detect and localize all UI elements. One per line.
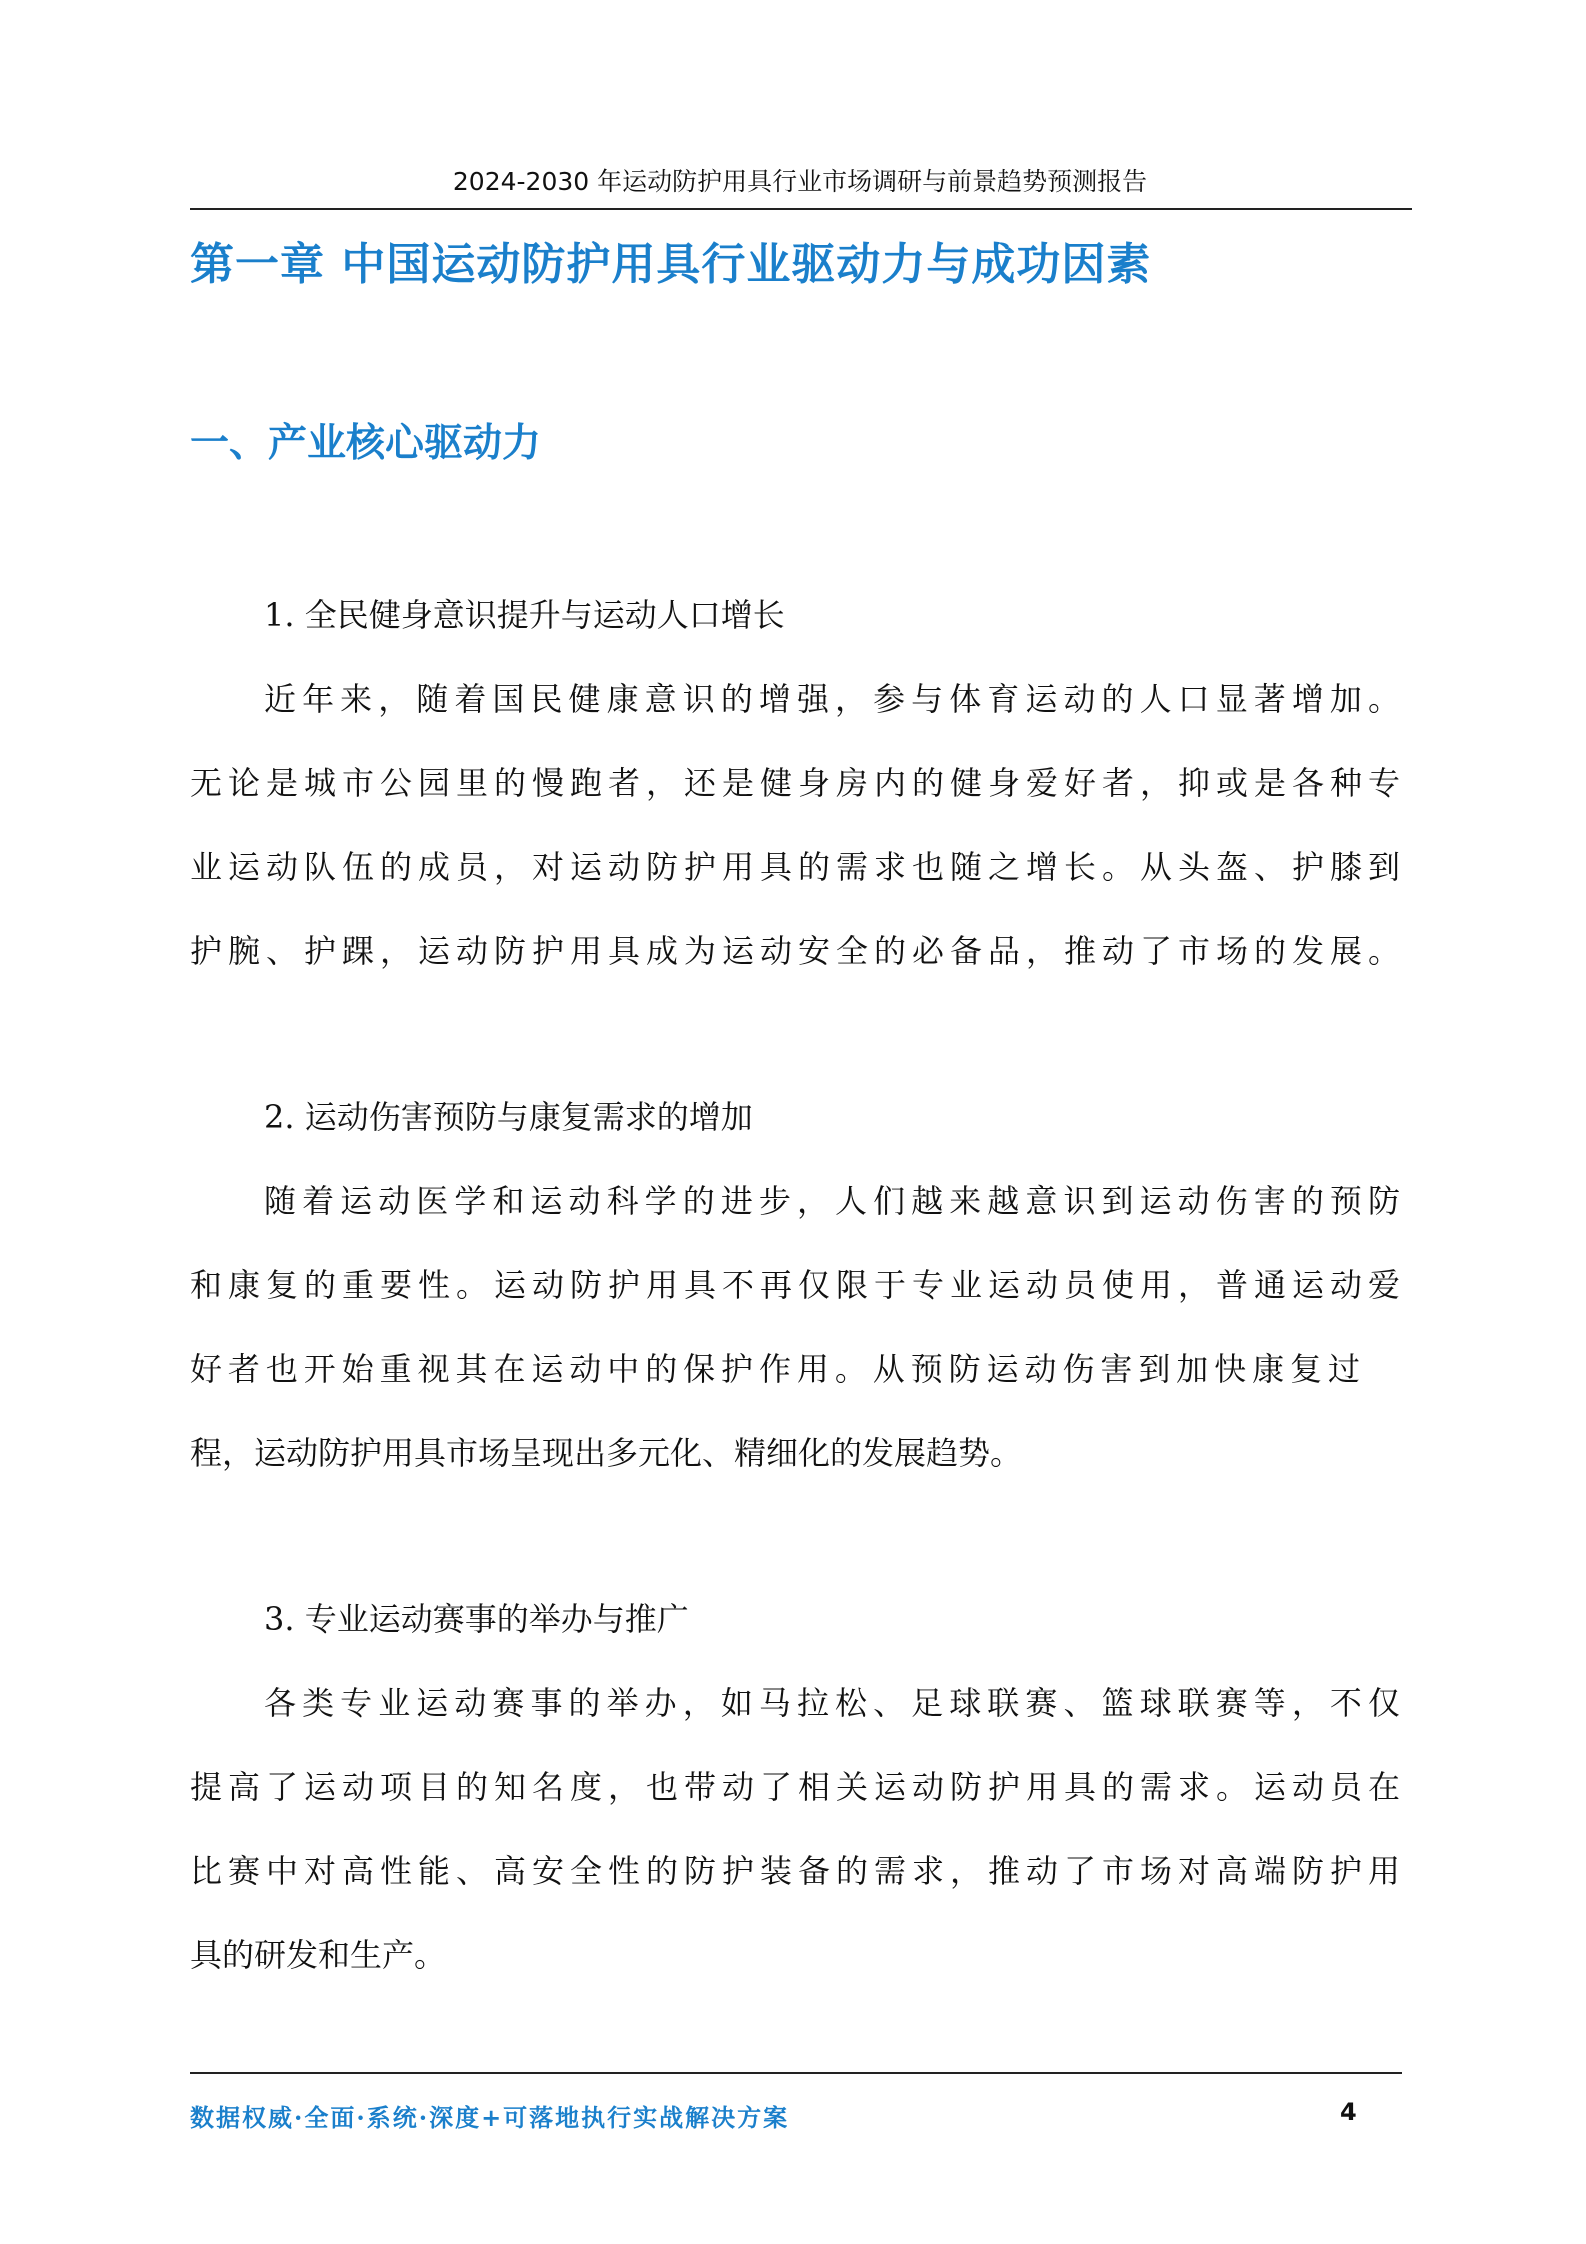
paragraph-line: 具的研发和生产。 xyxy=(190,1936,447,1974)
footer-divider xyxy=(190,2072,1402,2074)
paragraph-line: 和康复的重要性。运动防护用具不再仅限于专业运动员使用，普通运动爱 xyxy=(190,1266,1400,1304)
paragraph-line: 业运动队伍的成员，对运动防护用具的需求也随之增长。从头盔、护膝到 xyxy=(190,848,1400,886)
paragraph-line: 比赛中对高性能、高安全性的防护装备的需求，推动了市场对高端防护用 xyxy=(190,1852,1400,1890)
paragraph-line: 各类专业运动赛事的举办，如马拉松、足球联赛、篮球联赛等，不仅 xyxy=(264,1684,1400,1722)
paragraph-line: 近年来，随着国民健康意识的增强，参与体育运动的人口显著增加。 xyxy=(264,680,1400,718)
chapter-title: 第一章 中国运动防护用具行业驱动力与成功因素 xyxy=(190,239,1152,290)
paragraph-line: 程，运动防护用具市场呈现出多元化、精细化的发展趋势。 xyxy=(190,1434,1023,1472)
footer-slogan: 数据权威·全面·系统·深度+可落地执行实战解决方案 xyxy=(190,2103,790,2132)
section-title: 一、产业核心驱动力 xyxy=(190,421,542,466)
paragraph-line: 护腕、护踝，运动防护用具成为运动安全的必备品，推动了市场的发展。 xyxy=(190,932,1400,970)
subsection-heading: 2. 运动伤害预防与康复需求的增加 xyxy=(264,1098,753,1136)
report-header-title: 2024-2030 年运动防护用具行业市场调研与前景趋势预测报告 xyxy=(452,167,1148,196)
header-divider xyxy=(190,208,1412,210)
subsection-heading: 1. 全民健身意识提升与运动人口增长 xyxy=(264,596,785,634)
subsection-heading: 3. 专业运动赛事的举办与推广 xyxy=(264,1600,689,1638)
page-number: 4 xyxy=(1340,2098,1357,2126)
paragraph-line: 随着运动医学和运动科学的进步，人们越来越意识到运动伤害的预防 xyxy=(264,1182,1400,1220)
paragraph-line: 提高了运动项目的知名度，也带动了相关运动防护用具的需求。运动员在 xyxy=(190,1768,1400,1806)
paragraph-line: 好者也开始重视其在运动中的保护作用。从预防运动伤害到加快康复过 xyxy=(190,1350,1360,1388)
paragraph-line: 无论是城市公园里的慢跑者，还是健身房内的健身爱好者，抑或是各种专 xyxy=(190,764,1400,802)
